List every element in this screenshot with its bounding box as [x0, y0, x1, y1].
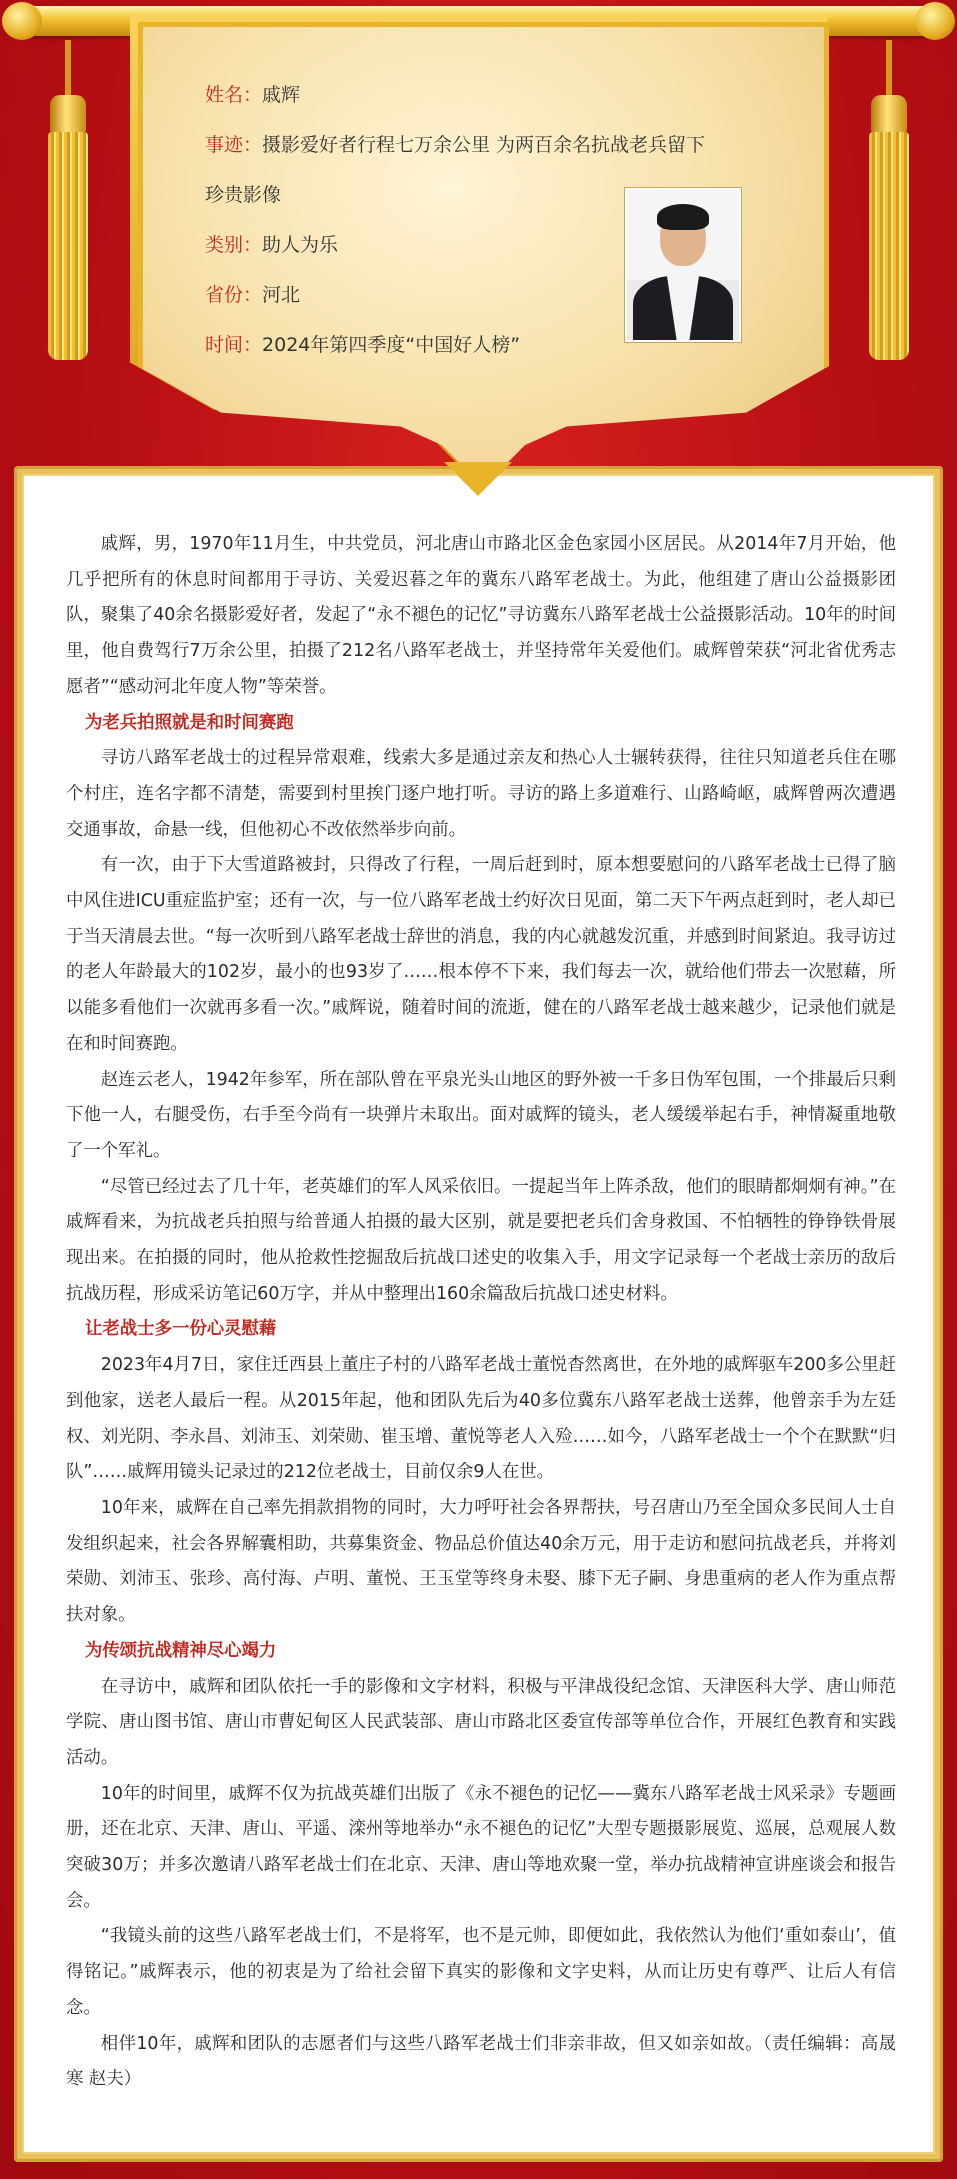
category-row: [205, 230, 338, 257]
province-row: [205, 280, 300, 307]
paragraph: “尽管已经过去了几十年，老英雄们的军人风采依旧。一提起当年上阵杀敌，他们的眼睛都炯炯有神。”在戚辉看来，为抗战老兵拍照与给普通人拍摄的最大区别，就是要把老兵们舍身救国、不怕牺牲的铮铮铁骨展现出来。在拍摄的同时，他从抢救性挖掘敌后抗战口述史的收集入手，用文字记录每一个老战士亲历的敌后抗战历程，形成采访笔记60万字，并从中整理出160余篇敌后抗战口述史材料。: [66, 1176, 896, 1304]
category-value: 助人为乐: [262, 234, 339, 256]
banner-pointer: [444, 462, 512, 496]
deed-row-cont: [205, 180, 281, 207]
paragraph: “我镜头前的这些八路军老战士们，不是将军，也不是元帅，即便如此，我依然认为他们‘重如泰山’，值得铭记。”戚辉表示，他的初衷是为了给社会留下真实的影像和文字史料，从而让历史有尊严、让后人有信念。: [66, 1926, 896, 2018]
paragraph: 赵连云老人，1942年参军，所在部队曾在平泉光头山地区的野外被一千多日伪军包围，一个排最后只剩下他一人，右腿受伤，右手至今尚有一块弹片未取出。面对戚辉的镜头，老人缓缓举起右手，神情凝重地敬了一个军礼。: [66, 1069, 896, 1161]
scroll-cap-right: [915, 2, 955, 40]
article-body: [66, 527, 896, 2098]
tassel-right: [865, 40, 913, 360]
paragraph: 戚辉，男，1970年11月生，中共党员，河北唐山市路北区金色家园小区居民。从2014年7月开始，他几乎把所有的休息时间都用于寻访、关爱迟暮之年的冀东八路军老战士。为此，他组建了唐山公益摄影团队，聚集了40余名摄影爱好者，发起了“永不褪色的记忆”寻访冀东八路军老战士公益摄影活动。10年的时间里，他自费驾行7万余公里，拍摄了212名八路军老战士，并坚持常年关爱他们。戚辉曾荣获“河北省优秀志愿者”“感动河北年度人物”等荣誉。: [66, 534, 896, 697]
section-heading: 为传颂抗战精神尽心竭力: [85, 1640, 277, 1661]
deed-label: 事迹：: [205, 134, 263, 156]
paragraph: 2023年4月7日，家住迁西县上董庄子村的八路军老战士董悦杳然离世，在外地的戚辉驱车200多公里赶到他家，送老人最后一程。从2015年起，他和团队先后为40多位冀东八路军老战士送葬，他曾亲手为左廷权、刘光阴、李永昌、刘沛玉、刘荣勋、崔玉增、董悦等老人入殓……如今，八路军老战士一个个在默默“归队”……戚辉用镜头记录过的212位老战士，目前仅余9人在世。: [66, 1355, 897, 1483]
name-row: [205, 80, 300, 107]
province-label: 省份：: [205, 284, 263, 306]
scroll-cap-left: [2, 2, 42, 40]
name-value: 戚辉: [262, 84, 301, 106]
time-row: [205, 330, 520, 357]
paragraph: 有一次，由于下大雪道路被封，只得改了行程，一周后赶到时，原本想要慰问的八路军老战士已得了脑中风住进ICU重症监护室；还有一次，与一位八路军老战士约好次日见面，第二天下午两点赶到时，老人却已于当天清晨去世。“每一次听到八路军老战士辞世的消息，我的内心就越发沉重，并感到时间紧迫。我寻访过的老人年龄最大的102岁，最小的也93岁了……根本停不下来，我们每去一次，就给他们带去一次慰藉，所以能多看他们一次就再多看一次。”戚辉说，随着时间的流逝，健在的八路军老战士越来越少，记录他们就是在和时间赛跑。: [66, 855, 896, 1054]
paragraph: 相伴10年，戚辉和团队的志愿者们与这些八路军老战士们非亲非故，但又如亲如故。（责任编辑：高晟寒 赵夫）: [66, 2033, 896, 2090]
time-value: 2024年第四季度“中国好人榜”: [262, 334, 521, 356]
province-value: 河北: [262, 284, 301, 306]
deed-value-line1: 摄影爱好者行程七万余公里 为两百余名抗战老兵留下: [262, 134, 706, 156]
paragraph: 在寻访中，戚辉和团队依托一手的影像和文字材料，积极与平津战役纪念馆、天津医科大学、唐山师范学院、唐山图书馆、唐山市曹妃甸区人民武装部、唐山市路北区委宣传部等单位合作，开展红色教育和实践活动。: [66, 1676, 896, 1768]
paragraph: 寻访八路军老战士的过程异常艰难，线索大多是通过亲友和热心人士辗转获得，往往只知道老兵住在哪个村庄，连名字都不清楚，需要到村里挨门逐户地打听。寻访的路上多道难行、山路崎岖，戚辉曾两次遭遇交通事故，命悬一线，但他初心不改依然举步向前。: [66, 748, 896, 840]
category-label: 类别：: [205, 234, 263, 256]
deed-value-line2: 珍贵影像: [205, 184, 282, 206]
portrait-photo: [625, 188, 741, 342]
section-heading: 为老兵拍照就是和时间赛跑: [85, 712, 294, 733]
name-label: 姓名：: [205, 84, 263, 106]
deed-row: [205, 130, 705, 157]
time-label: 时间：: [205, 334, 263, 356]
section-heading: 让老战士多一份心灵慰藉: [85, 1319, 277, 1340]
paragraph: 10年的时间里，戚辉不仅为抗战英雄们出版了《永不褪色的记忆——冀东八路军老战士风采录》专题画册，还在北京、天津、唐山、平遥、滦州等地举办“永不褪色的记忆”大型专题摄影展览、巡展，总观展人数突破30万；并多次邀请八路军老战士们在北京、天津、唐山等地欢聚一堂，举办抗战精神宣讲座谈会和报告会。: [66, 1783, 896, 1911]
paragraph: 10年来，戚辉在自己率先捐款捐物的同时，大力呼吁社会各界帮扶，号召唐山乃至全国众多民间人士自发组织起来，社会各界解囊相助，共募集资金、物品总价值达40余万元，用于走访和慰问抗战老兵，并将刘荣勋、刘沛玉、张珍、高付海、卢明、董悦、王玉堂等终身未娶、膝下无子嗣、身患重病的老人作为重点帮扶对象。: [66, 1497, 896, 1626]
tassel-left: [44, 40, 92, 360]
